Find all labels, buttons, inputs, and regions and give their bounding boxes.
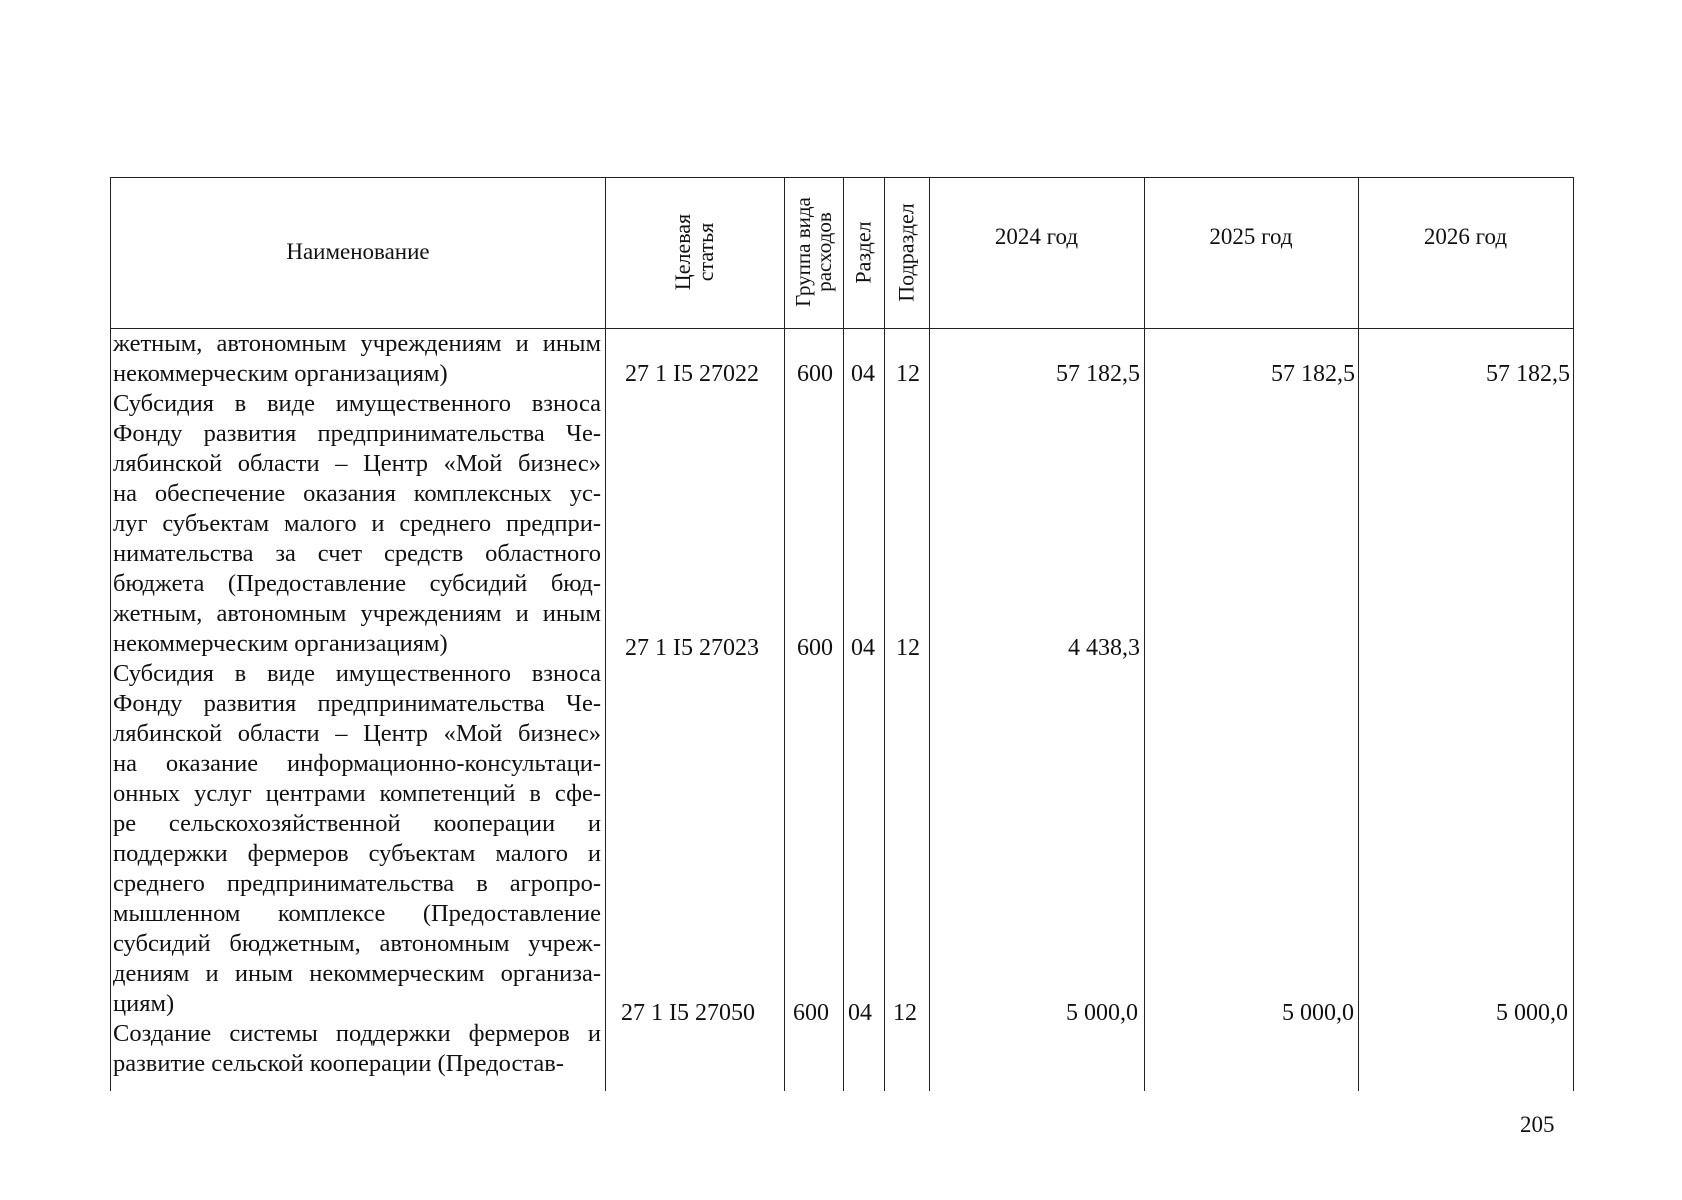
row3-subsection: 12 xyxy=(893,1000,917,1026)
row1-code: 27 1 I5 27022 xyxy=(625,361,759,387)
name-line: ре сельскохозяйственной кооперации и xyxy=(113,810,601,837)
page-number: 205 xyxy=(1520,1112,1555,1137)
name-line: жетным, автономным учреждениям и иным xyxy=(113,600,601,627)
row3-section: 04 xyxy=(848,1000,872,1026)
name-line: поддержки фермеров субъектам малого и xyxy=(113,840,601,867)
name-line: некоммерческим организациям) xyxy=(113,630,448,657)
header-target-article: Целевая статья xyxy=(670,213,719,291)
name-line: среднего предпринимательства в агропро- xyxy=(113,870,601,897)
row3-2026: 5 000,0 xyxy=(1496,1000,1568,1026)
header-name: Наименование xyxy=(286,239,430,264)
row1-group: 600 xyxy=(797,361,833,387)
name-line: Фонду развития предпринимательства Че- xyxy=(113,420,601,447)
name-line: Создание системы поддержки фермеров и xyxy=(113,1020,601,1047)
name-line: лябинской области – Центр «Мой бизнес» xyxy=(113,450,601,477)
row1-2024: 57 182,5 xyxy=(1056,361,1140,387)
name-line: Субсидия в виде имущественного взноса xyxy=(113,390,601,417)
header-2026: 2026 год xyxy=(1423,224,1508,249)
row2-group: 600 xyxy=(797,635,833,661)
name-line: некоммерческим организациям) xyxy=(113,360,448,387)
header-subsection: Подраздел xyxy=(894,202,920,302)
name-line: бюджета (Предоставление субсидий бюд- xyxy=(113,570,601,597)
header-2025: 2025 год xyxy=(1209,224,1293,249)
name-line: циям) xyxy=(113,990,175,1017)
row2-code: 27 1 I5 27023 xyxy=(625,635,759,661)
name-line: дениям и иным некоммерческим организа- xyxy=(113,960,601,987)
row1-subsection: 12 xyxy=(896,361,920,387)
row2-2024: 4 438,3 xyxy=(1068,635,1140,661)
header-section: Раздел xyxy=(851,220,877,284)
name-line: на обеспечение оказания комплексных ус- xyxy=(113,480,601,507)
name-line: Субсидия в виде имущественного взноса xyxy=(113,660,601,687)
row3-code: 27 1 I5 27050 xyxy=(621,1000,755,1026)
row2-subsection: 12 xyxy=(896,635,920,661)
name-line: лябинской области – Центр «Мой бизнес» xyxy=(113,720,601,747)
name-line: Фонду развития предпринимательства Че- xyxy=(113,690,601,717)
header-expense-group: Группа вида расходов xyxy=(790,197,836,307)
name-line: нимательства за счет средств областного xyxy=(113,540,601,567)
name-line: жетным, автономным учреждениям и иным xyxy=(113,330,601,357)
name-line: луг субъектам малого и среднего предпри- xyxy=(113,510,601,537)
name-line: развитие сельской кооперации (Предостав- xyxy=(113,1050,564,1077)
name-line: на оказание информационно-консультаци- xyxy=(113,750,601,777)
row1-2026: 57 182,5 xyxy=(1486,361,1570,387)
name-column-text xyxy=(113,329,601,1079)
row2-section: 04 xyxy=(851,635,875,661)
name-line: онных услуг центрами компетенций в сфе- xyxy=(113,780,601,807)
row3-group: 600 xyxy=(793,1000,829,1026)
budget-table xyxy=(110,177,1574,1091)
row1-2025: 57 182,5 xyxy=(1271,361,1355,387)
col-divider xyxy=(1573,177,1574,1091)
name-line: мышленном комплексе (Предоставление xyxy=(113,900,601,927)
row3-2024: 5 000,0 xyxy=(1066,1000,1138,1026)
name-line: субсидий бюджетным, автономным учреж- xyxy=(113,930,601,957)
row1-section: 04 xyxy=(851,361,875,387)
header-2024: 2024 год xyxy=(994,224,1079,249)
row3-2025: 5 000,0 xyxy=(1282,1000,1354,1026)
